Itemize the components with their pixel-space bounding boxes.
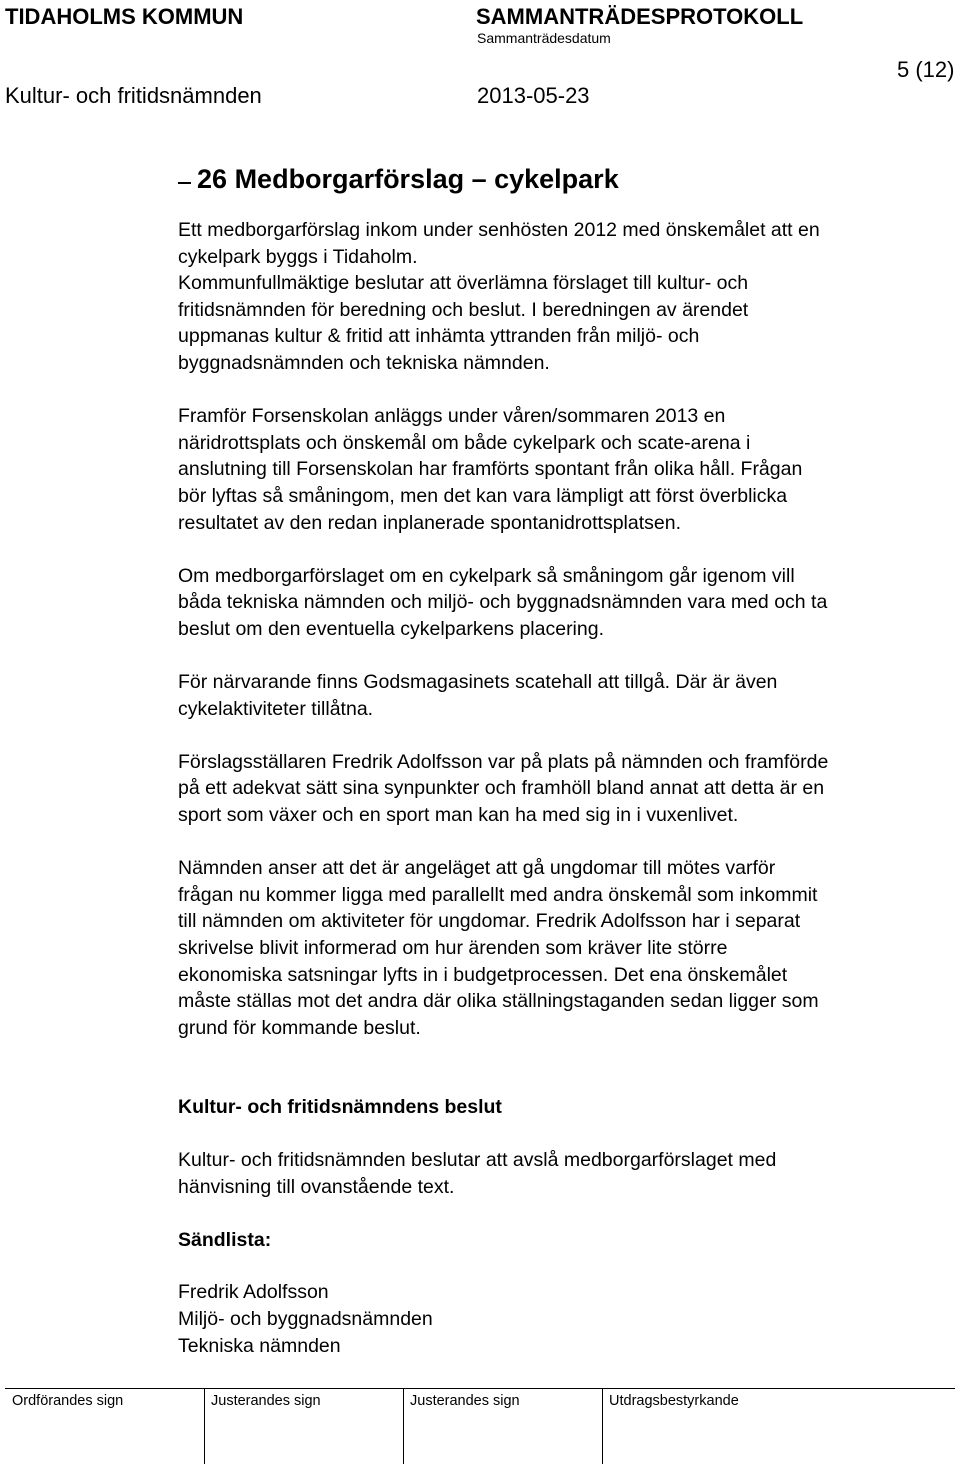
page-number: 5 (12) — [897, 57, 955, 82]
decision-heading: Kultur- och fritidsnämndens beslut — [178, 1096, 502, 1119]
paragraph: För närvarande finns Godsmagasinets scatehall att tillgå. Där är även cykelaktiviteter tillåtna. — [178, 671, 778, 720]
item-title — [178, 163, 619, 195]
chair-signature-label: Ordförandes sign — [12, 1393, 124, 1409]
title-marker — [178, 182, 191, 184]
recipient: Tekniska nämnden — [178, 1334, 341, 1357]
protocol-body — [178, 217, 953, 1359]
recipient: Fredrik Adolfsson — [178, 1281, 329, 1304]
paragraph: Om medborgarförslaget om en cykelpark så småningom går igenom vill båda tekniska nämnden och miljö- och byggnadsnämnden vara med och ta beslut om den eventuella cykelparkens placering. — [178, 564, 828, 640]
meeting-date: 2013-05-23 — [477, 83, 590, 108]
committee-name: Kultur- och fritidsnämnden — [5, 83, 262, 108]
paragraph: Förslagsställaren Fredrik Adolfsson var på plats på nämnden och framförde på ett adekvat sätt sina synpunkter och framhöll bland annat att detta är en sport som växer och en sport man kan ha med sig in i vuxenlivet. — [178, 750, 829, 827]
adjuster-signature-label: Justerandes sign — [211, 1393, 321, 1409]
paragraph: Framför Forsenskolan anläggs under våren/sommaren 2013 en näridrottsplats och önskemål om både cykelpark och scate-arena i anslutning till Forsenskolan har framförts spontant från olika håll. Frågan bör lyftas så småningom, men det kan vara lämpligt att först överblicka resultatet av den redan inplanerade spontanidrottsplatsen. — [178, 405, 803, 534]
footer-divider — [5, 1388, 955, 1389]
footer-column-divider — [602, 1388, 603, 1464]
footer-column-divider — [204, 1388, 205, 1464]
municipality-name: TIDAHOLMS KOMMUN — [5, 4, 244, 29]
distribution-heading: Sändlista: — [178, 1228, 272, 1251]
document-type: SAMMANTRÄDESPROTOKOLL — [476, 4, 804, 29]
signature-footer — [0, 1388, 960, 1464]
meeting-date-label: Sammanträdesdatum — [477, 30, 611, 46]
item-number: 26 — [197, 164, 228, 194]
extract-certification-label: Utdragsbestyrkande — [609, 1393, 739, 1409]
paragraph: Nämnden anser att det är angeläget att gå ungdomar till mötes varför frågan nu kommer ligga med parallellt med andra önskemål som inkommit till nämnden om aktiviteter för ungdomar. Fredrik Adolfsson har i separat skrivelse blivit informerad om hur ärenden som kräver lite större ekonomiska satsningar lyfts in i budgetprocessen. Det ena önskemålet måste ställas mot det andra där olika ställningstaganden sedan ligger som grund för kommande beslut. — [178, 857, 819, 1039]
footer-column-divider — [403, 1388, 404, 1464]
adjuster-signature-label: Justerandes sign — [410, 1393, 520, 1409]
recipient: Miljö- och byggnadsnämnden — [178, 1307, 433, 1330]
decision-text: Kultur- och fritidsnämnden beslutar att avslå medborgarförslaget med hänvisning till ovanstående text. — [178, 1149, 777, 1198]
paragraph: Ett medborgarförslag inkom under senhösten 2012 med önskemålet att en cykelpark byggs i Tidaholm. Kommunfullmäktige beslutar att överlämna förslaget till kultur- och fritidsnämnden för beredning och beslut. I beredningen av ärendet uppmanas kultur & fritid att inhämta yttranden från miljö- och byggnadsnämnden och tekniska nämnden. — [178, 219, 820, 374]
item-heading: Medborgarförslag – cykelpark — [234, 164, 619, 194]
distribution-list — [178, 1279, 953, 1359]
